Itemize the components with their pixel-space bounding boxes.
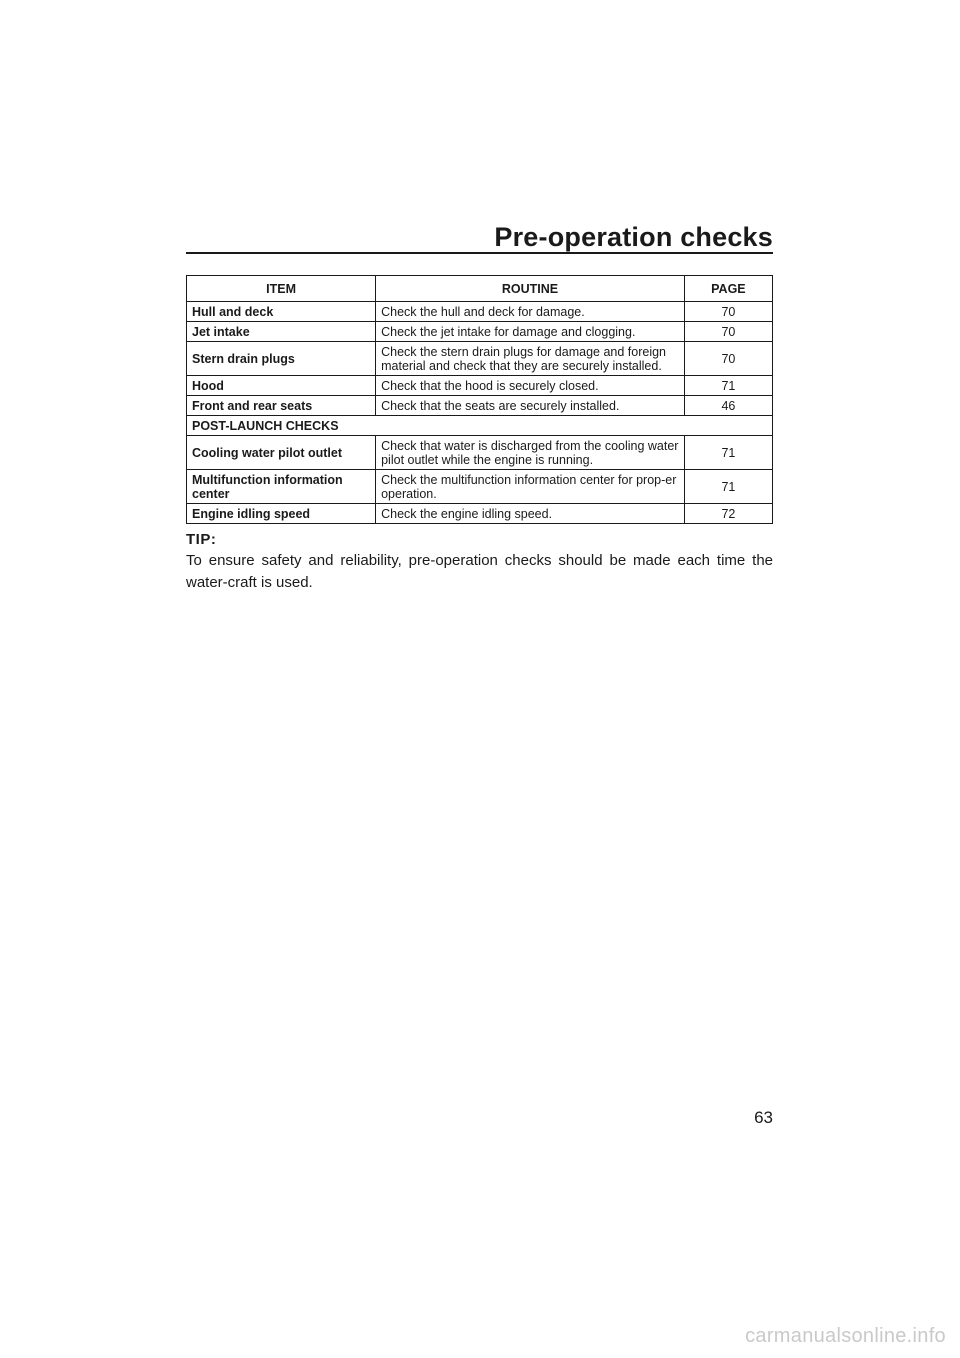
table-row xyxy=(187,470,773,504)
table-row xyxy=(187,376,773,396)
page-cell: 70 xyxy=(684,302,772,322)
table-row xyxy=(187,504,773,524)
item-cell: Stern drain plugs xyxy=(187,342,376,376)
section-row xyxy=(187,416,773,436)
page-cell: 46 xyxy=(684,396,772,416)
table-row xyxy=(187,436,773,470)
title-divider xyxy=(186,252,773,254)
table-row xyxy=(187,342,773,376)
routine-cell: Check the jet intake for damage and clogging. xyxy=(376,322,685,342)
item-cell: Hull and deck xyxy=(187,302,376,322)
column-header-routine: ROUTINE xyxy=(376,276,685,302)
routine-cell: Check the hull and deck for damage. xyxy=(376,302,685,322)
tip-heading: TIP: xyxy=(186,531,217,548)
routine-cell: Check the multifunction information center for prop-er operation. xyxy=(376,470,685,504)
routine-cell: Check that the seats are securely installed. xyxy=(376,396,685,416)
item-cell: Hood xyxy=(187,376,376,396)
table-row xyxy=(187,396,773,416)
section-heading-post-launch: POST-LAUNCH CHECKS xyxy=(187,416,773,436)
table-row xyxy=(187,322,773,342)
page-cell: 70 xyxy=(684,342,772,376)
page-cell: 71 xyxy=(684,436,772,470)
page-number: 63 xyxy=(754,1108,773,1127)
table-header-row xyxy=(187,276,773,302)
table-row xyxy=(187,302,773,322)
item-cell: Engine idling speed xyxy=(187,504,376,524)
page-cell: 71 xyxy=(684,376,772,396)
item-cell: Multifunction information center xyxy=(187,470,376,504)
page-cell: 72 xyxy=(684,504,772,524)
tip-text: To ensure safety and reliability, pre-operation checks should be made each time the water-craft is used. xyxy=(186,552,773,591)
page-cell: 70 xyxy=(684,322,772,342)
routine-cell: Check that water is discharged from the cooling water pilot outlet while the engine is running. xyxy=(376,436,685,470)
routine-cell: Check the stern drain plugs for damage and foreign material and check that they are securely installed. xyxy=(376,342,685,376)
column-header-page: PAGE xyxy=(684,276,772,302)
column-header-item: ITEM xyxy=(187,276,376,302)
item-cell: Jet intake xyxy=(187,322,376,342)
item-cell: Front and rear seats xyxy=(187,396,376,416)
routine-cell: Check the engine idling speed. xyxy=(376,504,685,524)
pre-operation-checks-table xyxy=(186,275,773,524)
watermark: carmanualsonline.info xyxy=(745,1325,946,1347)
page-cell: 71 xyxy=(684,470,772,504)
page-title: Pre-operation checks xyxy=(494,222,773,252)
item-cell: Cooling water pilot outlet xyxy=(187,436,376,470)
routine-cell: Check that the hood is securely closed. xyxy=(376,376,685,396)
